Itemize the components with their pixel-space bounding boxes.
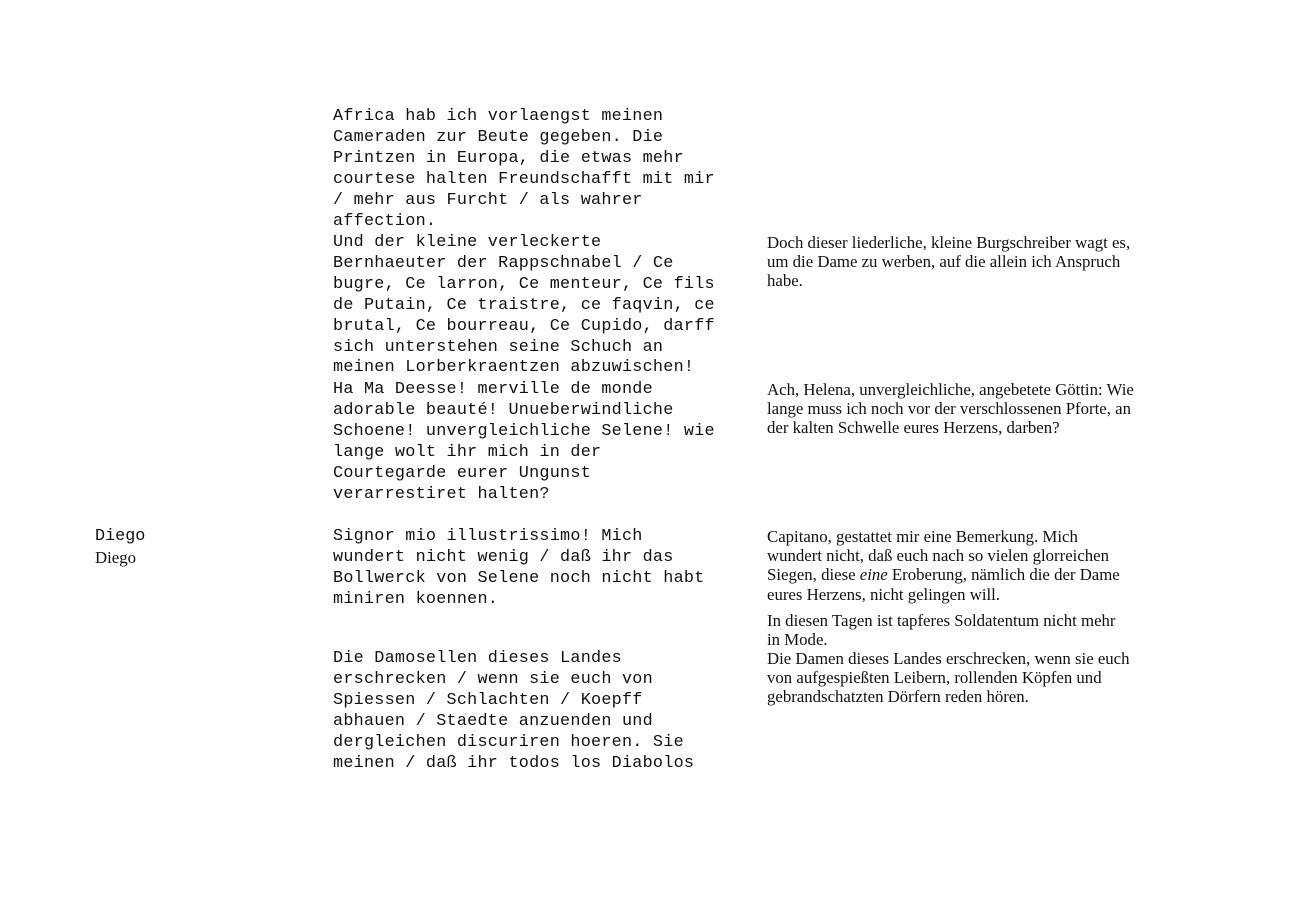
translation-block-4-text-start: Capitano, gestattet mir eine Bemerkung. Mich wundert nicht, daß euch nach so vielen glorreichen Siegen, diese [767, 527, 1110, 585]
original-text-block-3: Ha Ma Deesse! merville de monde adorable beauté! Unueberwindliche Schoene! unvergleichliche Selene! wie lange wolt ihr mich in der Courtegarde eurer Ungunst verarrestiret halten? [333, 380, 715, 504]
translation-text-block-4 [767, 527, 1120, 604]
speaker-original: Diego [95, 527, 146, 546]
original-text-block-5: Die Damosellen dieses Landes erschrecken / wenn sie euch von Spiessen / Schlachten / Koepff abhauen / Staedte anzuenden und dergleichen discuriren hoeren. Sie meinen / daß ihr todos los Diabolos [333, 649, 695, 773]
translation-text-block-2: Doch dieser liederliche, kleine Burgschreiber wagt es, um die Dame zu werben, auf die allein ich Anspruch habe. [767, 233, 1131, 291]
speaker-translation: Diego [95, 548, 137, 567]
translation-block-4-emphasis: eine [859, 565, 888, 585]
translation-text-block-5a: In diesen Tagen ist tapferes Soldatentum nicht mehr in Mode. [767, 611, 1116, 650]
original-text-block-4: Signor mio illustrissimo! Mich wundert nicht wenig / daß ihr das Bollwerck von Selene noch nicht habt miniren koennen. [333, 527, 705, 609]
original-text-block-1: Africa hab ich vorlaengst meinen Cameraden zur Beute gegeben. Die Printzen in Europa, die etwas mehr courtese halten Freundschafft mit mir / mehr aus Furcht / als wahrer affection. [333, 107, 715, 231]
original-text-block-2: Und der kleine verleckerte Bernhaeuter der Rappschnabel / Ce bugre, Ce larron, Ce menteur, Ce fils de Putain, Ce traistre, ce faqvin, ce brutal, Ce bourreau, Ce Cupido, darff sich unterstehen seine Schuch an meinen Lorberkraentzen abzuwischen! [333, 233, 715, 378]
translation-block-4-text-end: Eroberung, nämlich die der Dame eures Herzens, nicht gelingen will. [767, 565, 1120, 604]
translation-text-block-5b: Die Damen dieses Landes erschrecken, wenn sie euch von aufgespießten Leibern, rollenden Köpfen und gebrandschatzten Dörfern reden hören. [767, 649, 1130, 707]
translation-text-block-3: Ach, Helena, unvergleichliche, angebetete Göttin: Wie lange muss ich noch vor der verschlossenen Pforte, an der kalten Schwelle eures Herzens, darben? [767, 380, 1134, 438]
